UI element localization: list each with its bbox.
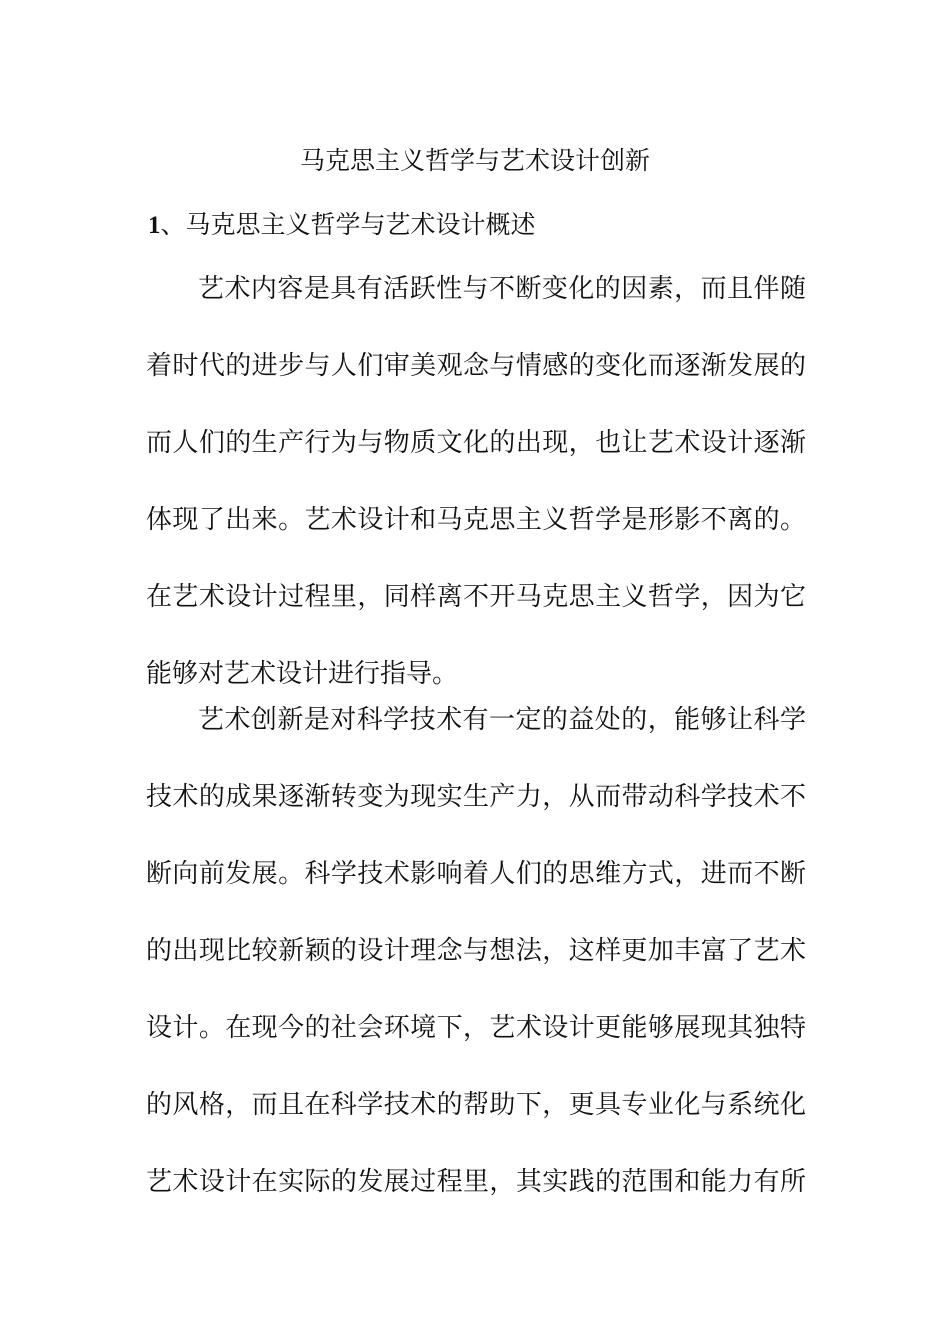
- section-heading-number: 1: [148, 212, 161, 239]
- paragraph-line: 设计。在现今的社会环境下，艺术设计更能够展现其独特: [146, 1013, 806, 1043]
- paragraph-line: 断向前发展。科学技术影响着人们的思维方式，进而不断: [146, 859, 806, 889]
- paragraph-line: 在艺术设计过程里，同样离不开马克思主义哲学，因为它: [146, 582, 806, 612]
- paragraph-line: 艺术创新是对科学技术有一定的益处的，能够让科学: [198, 705, 806, 735]
- paragraph-line: 艺术设计在实际的发展过程里，其实践的范围和能力有所: [146, 1167, 806, 1197]
- paragraph-line: 艺术内容是具有活跃性与不断变化的因素，而且伴随: [198, 274, 806, 304]
- paragraph-1: [146, 251, 806, 713]
- section-heading: [148, 206, 536, 245]
- paragraph-line: 的风格，而且在科学技术的帮助下，更具专业化与系统化: [146, 1090, 806, 1120]
- section-heading-text: 、马克思主义哲学与艺术设计概述: [160, 210, 536, 239]
- paragraph-line: 着时代的进步与人们审美观念与情感的变化而逐渐发展的: [146, 351, 806, 381]
- paragraph-line: 而人们的生产行为与物质文化的出现，也让艺术设计逐渐: [146, 428, 806, 458]
- paragraph-line: 体现了出来。艺术设计和马克思主义哲学是形影不离的。: [146, 505, 806, 535]
- paragraph-2: [146, 682, 806, 1221]
- paragraph-line: 能够对艺术设计进行指导。: [146, 659, 459, 689]
- paragraph-line: 的出现比较新颖的设计理念与想法，这样更加丰富了艺术: [146, 936, 806, 966]
- document-title: 马克思主义哲学与艺术设计创新: [299, 146, 650, 175]
- paragraph-line: 技术的成果逐渐转变为现实生产力，从而带动科学技术不: [146, 782, 806, 812]
